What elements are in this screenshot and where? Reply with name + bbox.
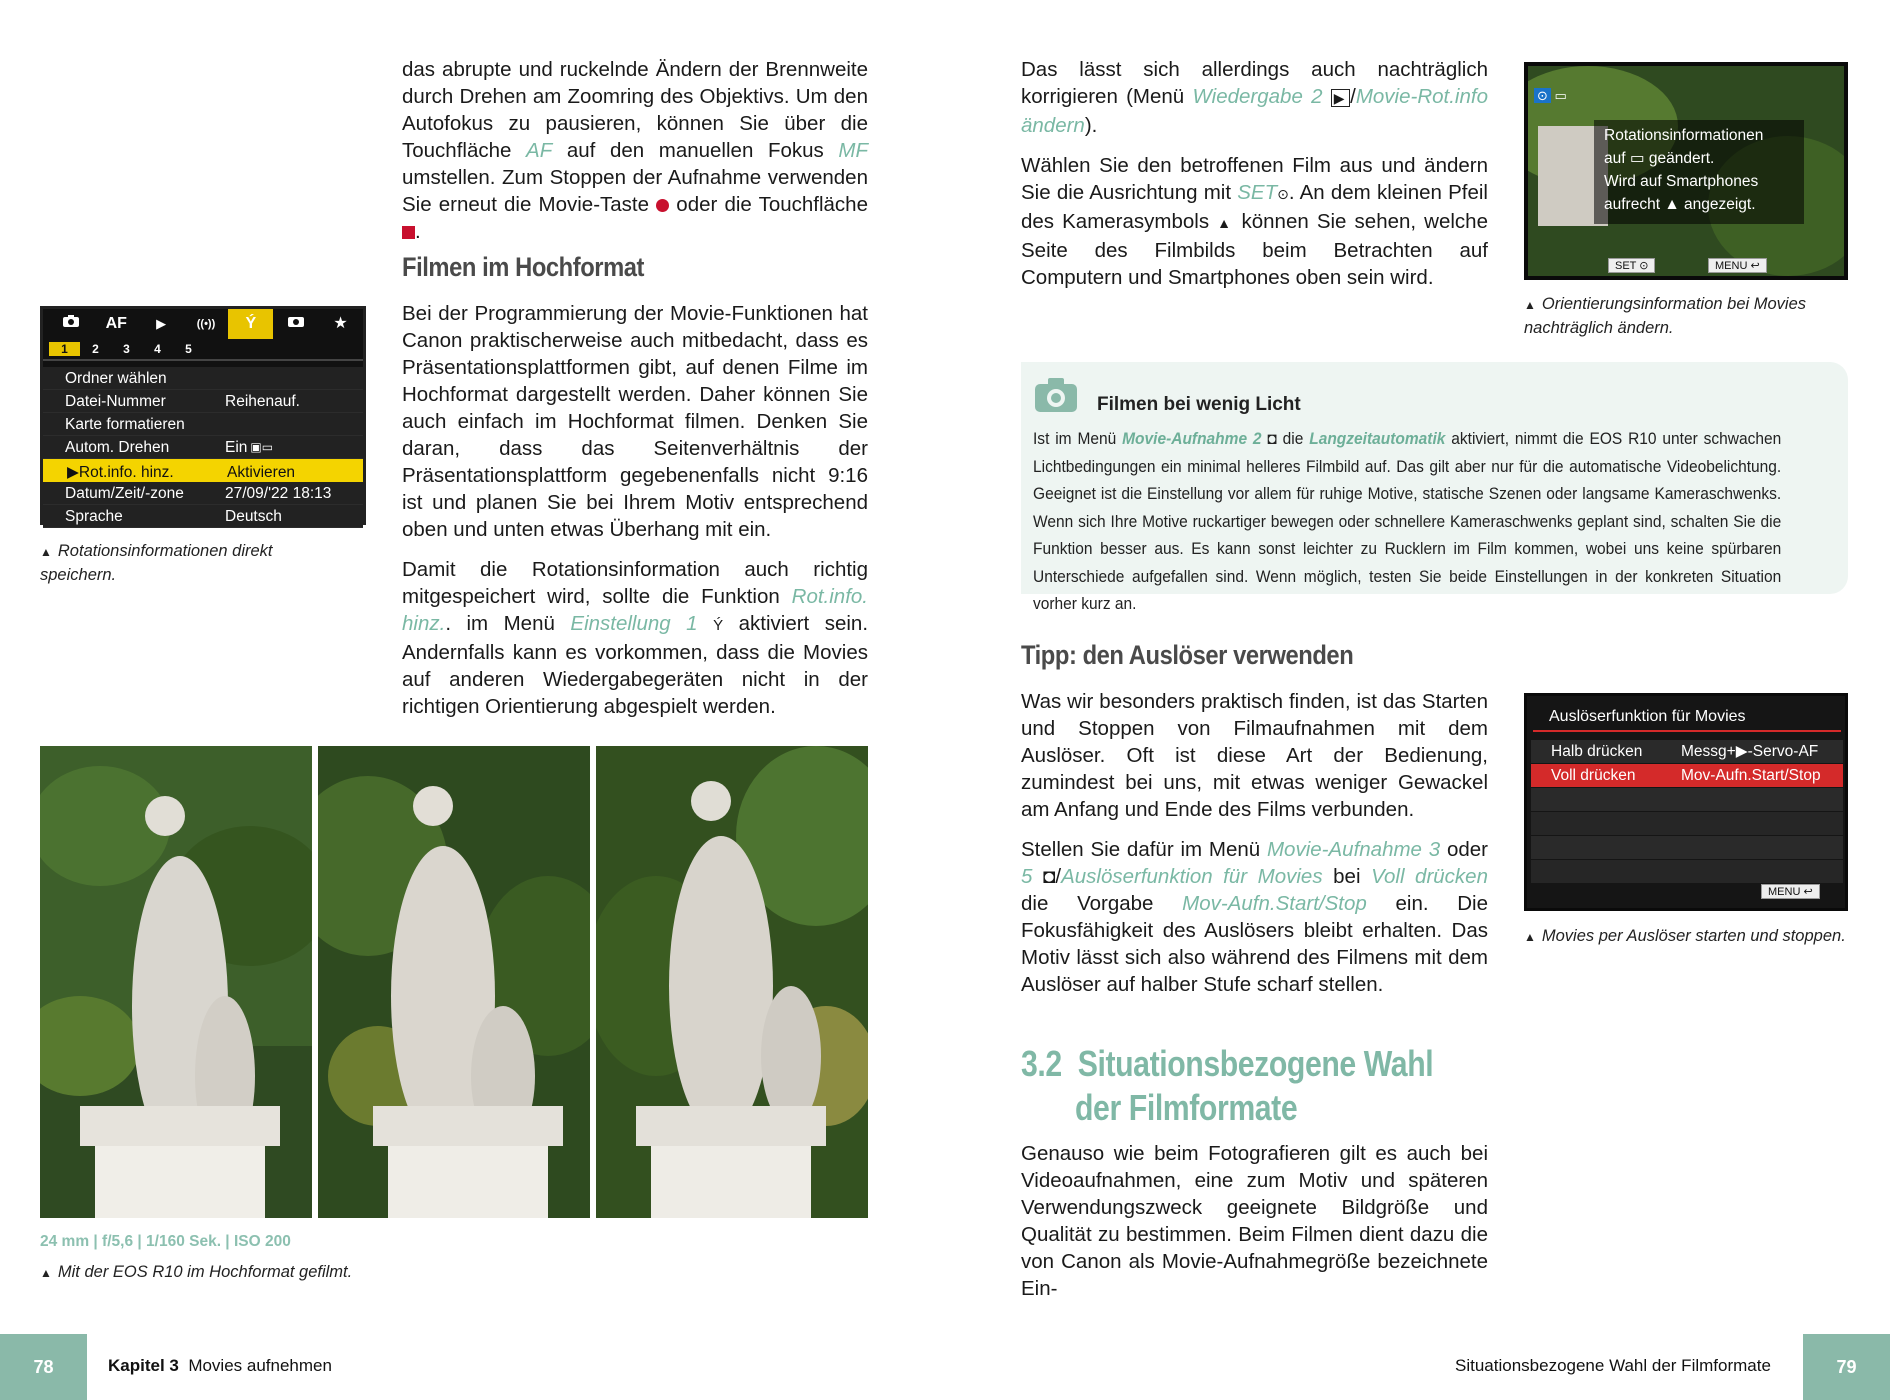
menu-row-selected: ▶Rot.info. hinz. Aktivieren xyxy=(43,459,363,482)
exif-line: 24 mm | f/5,6 | 1/160 Sek. | ISO 200 xyxy=(40,1233,291,1250)
menu-row: Halb drücken Messg+▶-Servo-AF xyxy=(1531,740,1843,763)
camera-inline-icon: ◘ xyxy=(1042,865,1056,888)
set-button-label: SET ⊙ xyxy=(1608,258,1655,273)
trigger-paragraph: Was wir besonders praktisch finden, ist das Starten und Stoppen von Filmaufnahmen mit dem Auslöser. Oft ist diese Art der Bedienung, zumindest bei uns, mit etwas weniger Gewackel am Anfang und Ende des Films verbunden. Stellen Sie dafür im Menü Movie-Aufnahme 3 oder 5 ◘/Auslöserfunktion für Movies bei Voll drücken die Vorgabe Mov-Aufn.Start/Stop ein. Die Fokusfähigkeit des Auslösers bleibt erhalten. Das Motiv lässt sich also während des Filmens mit dem Auslöser auf halber Stufe scharf stellen. xyxy=(1021,690,1489,996)
caption-triangle-icon: ▲ xyxy=(1524,930,1536,944)
section-heading-line2: der Filmformate xyxy=(1075,1087,1298,1128)
menu-row: Autom. Drehen Ein ▣▭ xyxy=(43,436,363,459)
wrench-icon: Ý xyxy=(713,617,724,634)
page-number-left: 78 xyxy=(0,1334,87,1400)
menu-row-selected: Voll drücken Mov-Aufn.Start/Stop xyxy=(1531,764,1843,787)
statue-photo-strip xyxy=(40,746,868,1218)
camera-laptop-icon: ▣▭ xyxy=(250,440,274,454)
wireless-tab-icon: ((•)) xyxy=(196,318,216,330)
hochformat-paragraph: Bei der Programmierung der Movie-Funktionen hat Canon praktischerweise auch mitbedacht, dass es Präsentationsplattformen gibt, auf denen Filme im Hochformat dargestellt werden. Daher können Sie auch einfach im Hochformat filmen. Denken Sie daran, dass das Seitenverhältnis der Präsentationsplattform gegebenenfalls nicht 9:16 ist und planen Sie bei Ihrem Motiv entsprechend oben und unten etwas Überhang mit ein. Damit die Rotationsinformation auch richtig mitgespeichert wird, sollte die Funktion Rot.info. hinz.. im Menü Einstellung 1 Ý aktiviert sein. Andernfalls kann es vorkommen, dass die Movies auf anderen Wiedergabegeräten nicht in der richtigen Orientierung abgespielt werden. xyxy=(402,302,869,718)
menu-row: Sprache Deutsch xyxy=(43,505,363,528)
stop-square-icon xyxy=(402,226,415,239)
movie-icon: ▶ xyxy=(1735,743,1748,760)
screen-title: Auslöserfunktion für Movies xyxy=(1549,708,1746,725)
caption-orientation: ▲ Orientierungsinformation bei Movies nachträglich ändern. xyxy=(1524,295,1807,337)
caption-shutter: ▲ Movies per Auslöser starten und stoppen. xyxy=(1524,927,1846,945)
menu-back-label: MENU ↩ xyxy=(1708,258,1767,273)
left-intro-paragraph: das abrupte und ruckelnde Ändern der Brennweite durch Drehen am Zoomring des Objektivs. Um den Autofokus zu pausieren, können Sie über die Touchfläche AF auf den manuellen Fokus MF umstellen. Zum Stoppen der Aufnahme verwenden Sie erneut die Movie-Taste oder die Touchfläche . xyxy=(402,58,868,243)
tip-box-low-light xyxy=(1021,362,1848,613)
rotate-icon: ⊙ xyxy=(1277,186,1289,202)
shutter-function-screen xyxy=(1524,693,1848,911)
setup-tab-icon: Ý xyxy=(228,309,273,339)
caption-triangle-icon: ▲ xyxy=(40,1266,52,1280)
record-dot-icon xyxy=(656,199,669,212)
statue-photo-2 xyxy=(318,746,590,1218)
rotation-info-screen xyxy=(1524,62,1848,280)
playback-tab-icon: ▶ xyxy=(156,316,167,331)
playback-icon: ▶ xyxy=(1331,89,1350,107)
up-arrow-icon: ▲ xyxy=(1664,196,1680,213)
page-number-right: 79 xyxy=(1803,1334,1890,1400)
footer-title-right: Situationsbezogene Wahl der Filmformate xyxy=(1455,1356,1771,1375)
caption-statues: ▲ Mit der EOS R10 im Hochformat gefilmt. xyxy=(40,1263,353,1281)
camera-tab-icon xyxy=(49,309,94,339)
camera-settings-menu xyxy=(40,306,366,525)
menu-back-label: MENU ↩ xyxy=(1761,884,1820,899)
caption-triangle-icon: ▲ xyxy=(40,545,52,559)
camera-inline-icon: ◘ xyxy=(1267,430,1277,448)
caption-rotation-menu: ▲ Rotationsinformationen direkt speichern. xyxy=(40,542,273,584)
screen-top-icons: ⊙ ▭ xyxy=(1534,88,1567,104)
movie-icon-label: ▶Rot.info. hinz. xyxy=(67,464,174,481)
tip-title: Filmen bei wenig Licht xyxy=(1097,394,1301,415)
menu-row: Karte formatieren xyxy=(43,413,363,436)
menu-page-numbers: 1 2 3 4 5 xyxy=(43,339,363,361)
menu-row: Datei-Nummer Reihenauf. xyxy=(43,390,363,413)
right-intro-paragraph: Das lässt sich allerdings auch nachträglich korrigieren (Menü Wiedergabe 2 ▶ /Movie-Rot.info ändern). Wählen Sie den betroffenen Film aus und ändern Sie die Ausrichtung mit SET⊙. An dem kleinen Pfeil des Kamerasymbols ▲ können Sie sehen, welche Seite des Filmbilds beim Betrachten auf Computern und Smartphones oben sein wird. xyxy=(1021,58,1488,289)
camera-arrow-icon: ▲ xyxy=(1217,215,1234,231)
heading-tipp: Tipp: den Auslöser verwenden xyxy=(1021,640,1354,670)
section-heading: 3.2 Situationsbezogene Wahl xyxy=(1021,1043,1434,1084)
tip-text: Ist im Menü Movie-Aufnahme 2 ◘ die Langzeitautomatik aktiviert, nimmt die EOS R10 unter schwachen Lichtbedingungen ein minimal helleres Filmbild auf. Das gilt aber nur für die automatische Videobelichtung. Geeignet ist die Einstellung vor allem für ruhige Motive, statische Szenen oder langsame Kameraschwenks. Wenn sich Ihre Motive ruckartiger bewegen oder schnellere Kameraschwenks geplant sind, schalten Sie die Funktion besser aus. Es kann sonst leichter zu Rucklern im Film kommen, wobei uns keine spürbaren Unterschiede aufgefallen sind. Wenn möglich, testen Sie beide Einstellungen in der konkreten Situation vorher kurz an. xyxy=(1033,430,1782,613)
filmformate-paragraph: Genauso wie beim Fotografieren gilt es auch bei Videoaufnahmen, eine zum Motiv und späteren Verwendungszweck geeignete Bildgröße und Qualität zu bestimmen. Beim Filmen dient dazu die von Canon als Movie-Aufnahmegröße bezeichnete Ein- xyxy=(1021,1142,1488,1300)
menu-row: Datum/Zeit/-zone 27/09/'22 18:13 xyxy=(43,482,363,505)
menu-tab-bar xyxy=(43,309,363,339)
statue-photo-1 xyxy=(40,746,312,1218)
custom-tab-icon xyxy=(273,309,318,339)
camera-tip-icon xyxy=(1033,374,1079,419)
camera-small-icon: ▭ xyxy=(1629,150,1645,167)
statue-photo-3 xyxy=(596,746,868,1218)
heading-hochformat: Filmen im Hochformat xyxy=(402,252,645,282)
footer-chapter: Kapitel 3 Movies aufnehmen xyxy=(108,1356,332,1375)
menu-row: Ordner wählen xyxy=(43,367,363,390)
caption-triangle-icon: ▲ xyxy=(1524,298,1536,312)
af-tab: AF xyxy=(105,315,127,332)
mymenu-tab-icon: ★ xyxy=(333,315,348,332)
rotation-message-box: Rotationsinformationen auf ▭ geändert. Wird auf Smartphones aufrecht ▲ angezeigt. xyxy=(1594,120,1804,224)
